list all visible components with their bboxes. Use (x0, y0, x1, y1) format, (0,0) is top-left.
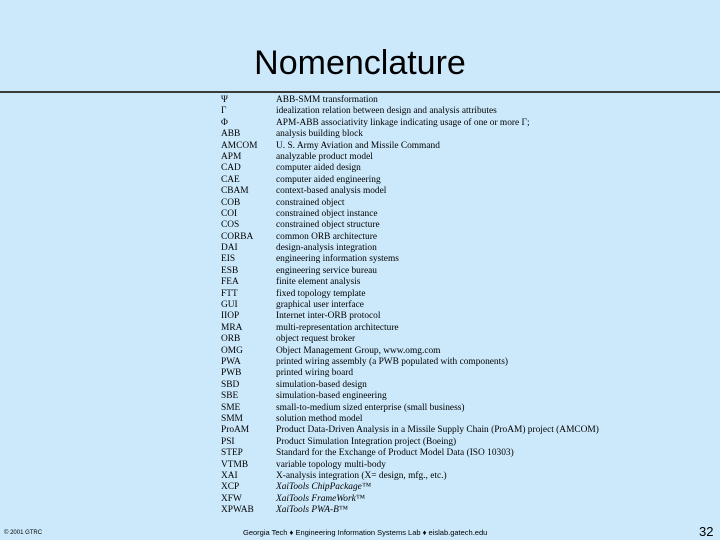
nomenclature-definition: simulation-based engineering (276, 391, 387, 402)
nomenclature-definition: solution method model (276, 413, 363, 424)
nomenclature-abbreviation: FTT (221, 288, 238, 299)
nomenclature-abbreviation: PWA (221, 356, 241, 367)
nomenclature-definition: X-analysis integration (X= design, mfg., etc.) (276, 470, 447, 481)
nomenclature-row (221, 232, 641, 243)
nomenclature-definition: finite element analysis (276, 277, 361, 288)
nomenclature-abbreviation: CORBA (221, 231, 254, 242)
nomenclature-row (221, 425, 641, 436)
nomenclature-row (221, 414, 641, 425)
nomenclature-definition: APM-ABB associativity linkage indicating usage of one or more Γ; (276, 117, 530, 128)
nomenclature-abbreviation: PSI (221, 436, 235, 447)
nomenclature-row (221, 482, 641, 493)
nomenclature-row (221, 220, 641, 231)
nomenclature-definition: Internet inter-ORB protocol (276, 311, 381, 322)
nomenclature-abbreviation: CAD (221, 163, 241, 174)
nomenclature-abbreviation: FEA (221, 277, 239, 288)
slide-title: Nomenclature (254, 44, 466, 82)
nomenclature-definition: simulation-based design (276, 379, 367, 390)
nomenclature-row (221, 141, 641, 152)
nomenclature-definition: idealization relation between design and analysis attributes (276, 106, 497, 117)
nomenclature-row (221, 494, 641, 505)
nomenclature-abbreviation: COI (221, 208, 238, 219)
nomenclature-definition: XaiTools ChipPackage™ (276, 482, 372, 493)
nomenclature-row (221, 323, 641, 334)
nomenclature-definition: computer aided design (276, 163, 361, 174)
nomenclature-row (221, 254, 641, 265)
nomenclature-abbreviation: ABB (221, 129, 241, 140)
footer-lab-info: Georgia Tech ♦ Engineering Information Systems Lab ♦ eislab.gatech.edu (243, 528, 488, 537)
nomenclature-definition: U. S. Army Aviation and Missile Command (276, 140, 440, 151)
nomenclature-row (221, 403, 641, 414)
nomenclature-row (221, 391, 641, 402)
nomenclature-row (221, 460, 641, 471)
nomenclature-definition: small-to-medium sized enterprise (small business) (276, 402, 465, 413)
nomenclature-row (221, 106, 641, 117)
nomenclature-row (221, 357, 641, 368)
nomenclature-definition: constrained object structure (276, 220, 380, 231)
nomenclature-abbreviation: XCP (221, 482, 240, 493)
nomenclature-row (221, 186, 641, 197)
nomenclature-row (221, 311, 641, 322)
nomenclature-abbreviation: CAE (221, 174, 240, 185)
nomenclature-abbreviation: XFW (221, 493, 242, 504)
nomenclature-row (221, 129, 641, 140)
nomenclature-row (221, 118, 641, 129)
nomenclature-abbreviation: STEP (221, 448, 243, 459)
nomenclature-abbreviation: CBAM (221, 186, 249, 197)
nomenclature-definition: object request broker (276, 334, 356, 345)
nomenclature-abbreviation: VTMB (221, 459, 249, 470)
nomenclature-abbreviation: SMM (221, 413, 243, 424)
nomenclature-definition: variable topology multi-body (276, 459, 386, 470)
nomenclature-abbreviation: XAI (221, 470, 238, 481)
nomenclature-definition: XaiTools PWA-B™ (276, 505, 348, 516)
page-number: 32 (699, 524, 714, 539)
copyright: © 2001 GTRC (4, 530, 43, 536)
nomenclature-row (221, 334, 641, 345)
nomenclature-definition: graphical user interface (276, 300, 364, 311)
nomenclature-abbreviation: SME (221, 402, 241, 413)
nomenclature-abbreviation: Γ (221, 106, 227, 117)
nomenclature-abbreviation: IIOP (221, 311, 240, 322)
nomenclature-definition: common ORB architecture (276, 231, 378, 242)
nomenclature-definition: printed wiring board (276, 368, 354, 379)
nomenclature-definition: constrained object (276, 197, 345, 208)
nomenclature-row (221, 368, 641, 379)
nomenclature-definition: Standard for the Exchange of Product Model Data (ISO 10303) (276, 448, 514, 459)
nomenclature-row (221, 437, 641, 448)
nomenclature-row (221, 243, 641, 254)
nomenclature-definition: computer aided engineering (276, 174, 381, 185)
nomenclature-abbreviation: MRA (221, 322, 243, 333)
nomenclature-list (221, 95, 641, 516)
nomenclature-abbreviation: PWB (221, 368, 242, 379)
nomenclature-abbreviation: GUI (221, 300, 238, 311)
nomenclature-row (221, 505, 641, 516)
nomenclature-abbreviation: ProAM (221, 425, 250, 436)
nomenclature-abbreviation: DAI (221, 243, 238, 254)
nomenclature-abbreviation: SBD (221, 379, 240, 390)
nomenclature-definition: analyzable product model (276, 151, 373, 162)
nomenclature-definition: constrained object instance (276, 208, 378, 219)
nomenclature-abbreviation: ESB (221, 265, 239, 276)
nomenclature-abbreviation: ORB (221, 334, 241, 345)
title-divider (0, 91, 720, 93)
nomenclature-row (221, 163, 641, 174)
nomenclature-definition: printed wiring assembly (a PWB populated with components) (276, 356, 508, 367)
nomenclature-definition: context-based analysis model (276, 186, 387, 197)
nomenclature-abbreviation: XPWAB (221, 505, 254, 516)
nomenclature-definition: Product Data-Driven Analysis in a Missile Supply Chain (ProAM) project (AMCOM) (276, 425, 599, 436)
nomenclature-row (221, 95, 641, 106)
nomenclature-row (221, 448, 641, 459)
nomenclature-definition: analysis building block (276, 129, 363, 140)
nomenclature-row (221, 346, 641, 357)
nomenclature-abbreviation: COB (221, 197, 241, 208)
nomenclature-definition: Product Simulation Integration project (Boeing) (276, 436, 457, 447)
nomenclature-row (221, 152, 641, 163)
nomenclature-definition: fixed topology template (276, 288, 366, 299)
nomenclature-definition: Object Management Group, www.omg.com (276, 345, 441, 356)
nomenclature-abbreviation: Ψ (221, 95, 228, 105)
nomenclature-row (221, 277, 641, 288)
nomenclature-abbreviation: EIS (221, 254, 236, 265)
nomenclature-row (221, 209, 641, 220)
nomenclature-row (221, 175, 641, 186)
nomenclature-abbreviation: Φ (221, 117, 228, 128)
nomenclature-abbreviation: OMG (221, 345, 243, 356)
nomenclature-abbreviation: COS (221, 220, 240, 231)
nomenclature-definition: engineering service bureau (276, 265, 377, 276)
nomenclature-definition: engineering information systems (276, 254, 399, 265)
nomenclature-definition: ABB-SMM transformation (276, 95, 378, 105)
nomenclature-row (221, 198, 641, 209)
nomenclature-definition: multi-representation architecture (276, 322, 399, 333)
nomenclature-definition: XaiTools FrameWork™ (276, 493, 365, 504)
nomenclature-row (221, 471, 641, 482)
nomenclature-abbreviation: SBE (221, 391, 239, 402)
nomenclature-row (221, 300, 641, 311)
nomenclature-definition: design-analysis integration (276, 243, 377, 254)
nomenclature-row (221, 266, 641, 277)
nomenclature-abbreviation: APM (221, 151, 242, 162)
nomenclature-row (221, 380, 641, 391)
nomenclature-row (221, 289, 641, 300)
nomenclature-abbreviation: AMCOM (221, 140, 258, 151)
